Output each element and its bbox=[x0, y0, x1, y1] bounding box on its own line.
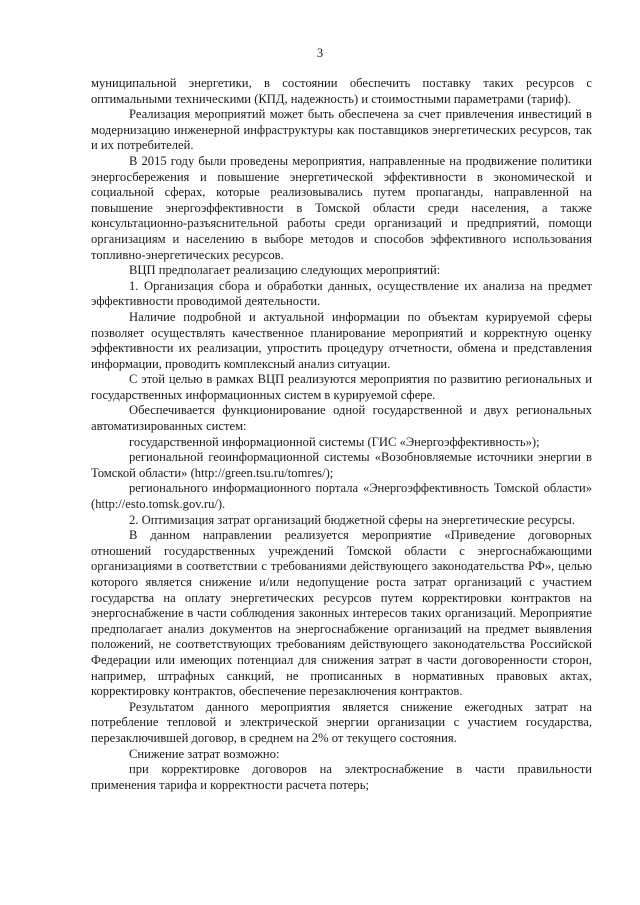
paragraph: региональной геоинформационной системы «Возобновляемые источники энергии в Томской области» (http://green.tsu.ru/tomres/); bbox=[91, 450, 592, 480]
paragraph: Снижение затрат возможно: bbox=[129, 746, 280, 761]
paragraph: государственной информационной системы (ГИС «Энергоэффективность»); bbox=[129, 434, 540, 449]
paragraph: Результатом данного мероприятия является снижение ежегодных затрат на потребление тепловой и электрической энергии организации с участием государства, перезаключившей договор, в среднем на 2% от текущего состояния. bbox=[91, 699, 592, 745]
paragraph: при корректировке договоров на электроснабжение в части правильности применения тарифа и корректности расчета потерь; bbox=[91, 762, 592, 792]
document-body bbox=[91, 76, 592, 793]
paragraph: Реализация мероприятий может быть обеспечена за счет привлечения инвестиций в модернизацию инженерной инфраструктуры как поставщиков энергетических ресурсов, так и их потребителей. bbox=[91, 107, 592, 153]
paragraph: регионального информационного портала «Энергоэффективность Томской области» (http://esto.tomsk.gov.ru/). bbox=[91, 481, 592, 512]
paragraph: В данном направлении реализуется мероприятие «Приведение договорных отношений государственных учреждений Томской области с энергоснабжающими организациями в соответствии с требованиями действующего законодательства РФ», целью которого является снижение и/или недопущение роста затрат организаций с участием государства на оплату энергетических ресурсов путем корректировки контрактов на энергоснабжение в части соблюдения законных интересов таких организаций. Мероприятие предполагает анализ документов на энергоснабжение организаций на предмет выявления положений, не соответствующих требованиям действующего законодательства Российской Федерации или имеющих потенциал для снижения затрат в части договоренности сторон, например, штрафных санкций, не прописанных в нормативных правовых актах, корректировку контрактов, обеспечение перезаключения контрактов. bbox=[91, 528, 592, 699]
paragraph: Обеспечивается функционирование одной государственной и двух региональных автоматизированных систем: bbox=[91, 403, 592, 434]
paragraph: 1. Организация сбора и обработки данных, осуществление их анализа на предмет эффективности проводимой деятельности. bbox=[91, 278, 592, 309]
paragraph: ВЦП предполагает реализацию следующих мероприятий: bbox=[129, 263, 441, 278]
paragraph: С этой целью в рамках ВЦП реализуются мероприятия по развитию региональных и государственных информационных систем в курируемой сфере. bbox=[91, 372, 592, 402]
paragraph: муниципальной энергетики, в состоянии обеспечить поставку таких ресурсов с оптимальными техническими (КПД, надежность) и стоимостными параметрами (тариф). bbox=[91, 76, 592, 106]
paragraph: В 2015 году были проведены мероприятия, направленные на продвижение политики энергосбережения и повышение энергетической эффективности в экономической и социальной сферах, которые реализовывались путем пропаганды, направленной на повышение энергоэффективности в Томской области среди населения, а также консультационно-разъяснительной работы среди организаций и предприятий, помощи организациям и населению в выборе методов и способов эффективного использования топливно-энергетических ресурсов. bbox=[91, 153, 592, 262]
paragraph: 2. Оптимизация затрат организаций бюджетной сферы на энергетические ресурсы. bbox=[129, 512, 575, 527]
page-number: 3 bbox=[316, 46, 324, 60]
paragraph: Наличие подробной и актуальной информации по объектам курируемой сферы позволяет осуществлять качественное планирование мероприятий и корректную оценку эффективности их реализации, упростить процедуру отчетности, обмена и представления информации, проводить комплексный анализ ситуации. bbox=[91, 309, 592, 371]
